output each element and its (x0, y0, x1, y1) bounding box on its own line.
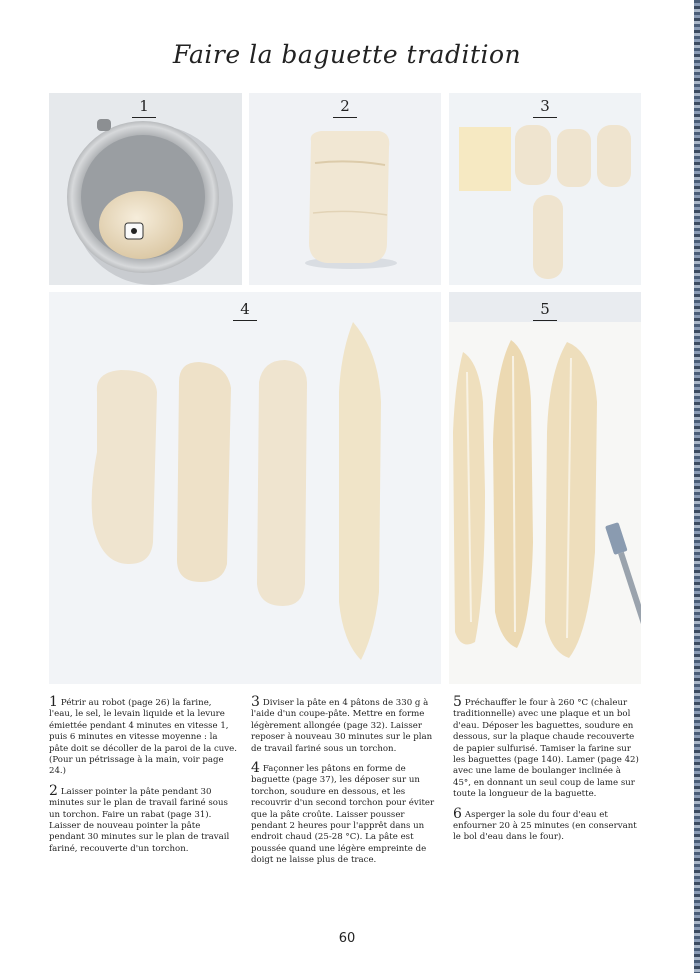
page-edge-strip (694, 0, 700, 973)
folded-dough-image (249, 93, 441, 285)
instructions-column-3 (453, 694, 641, 852)
scored-baguettes-image (449, 292, 641, 684)
photo-step-4 (49, 292, 441, 684)
step-2-number: 2 (49, 782, 58, 799)
photo-step-3 (449, 93, 641, 285)
photo-step-5 (449, 292, 641, 684)
step-3-text: Diviser la pâte en 4 pâtons de 330 g à l'aide d'un coupe-pâte. Mettre en forme légèrement allongée (page 32). Laisser reposer à nouveau 30 minutes sur le plan de travail fariné sous un torchon. (251, 698, 433, 754)
step-label-2: 2 (333, 97, 357, 115)
step-3-paragraph (251, 694, 439, 755)
step-6-paragraph (453, 805, 641, 844)
instructions-column-2 (251, 694, 439, 875)
divided-dough-image (449, 93, 641, 285)
step-4-text: Façonner les pâtons en forme de baguette (page 37), les déposer sur un torchon, soudure en dessous, et les recouvrir d'un second torchon pour éviter que la pâte croûte. Laisser pousser pendant 2 heures pour l'apprêt dans un endroit chaud (25-28 °C). La pâte est poussée quand une légère empreinte de doigt ne laisse plus de trace. (251, 764, 435, 866)
step-label-1: 1 (132, 97, 156, 115)
step-label-5: 5 (533, 300, 557, 318)
photo-step-1 (49, 93, 242, 285)
step-6-text: Asperger la sole du four d'eau et enfourner 20 à 25 minutes (en conservant le bol d'eau dans le four). (453, 809, 637, 843)
step-1-paragraph (49, 694, 237, 778)
page-number: 60 (338, 931, 356, 946)
page-title: Faire la baguette tradition (172, 40, 522, 69)
shaping-baguettes-image (49, 292, 441, 684)
step-2-text: Laisser pointer la pâte pendant 30 minutes sur le plan de travail fariné sous un torchon. Faire un rabat (page 31). Laisser de nouveau pointer la pâte pendant 30 minutes sur le plan de travail fariné, recouverte d'un torchon. (49, 786, 230, 854)
photo-step-2 (249, 93, 441, 285)
step-5-paragraph (453, 694, 641, 801)
step-label-4: 4 (233, 300, 257, 318)
step-2-paragraph (49, 782, 237, 855)
bowl-with-dough-image (49, 93, 242, 285)
step-4-paragraph (251, 760, 439, 867)
step-5-text: Préchauffer le four à 260 °C (chaleur traditionnelle) avec une plaque et un bol d'eau. Déposer les baguettes, soudure en dessous, sur la plaque chaude recouverte de papier sulfurisé. Tamiser la farine sur les baguettes (page 140). Lamer (page 42) avec une lame de boulanger inclinée à 45°, en donnant un seul coup de lame sur toute la longueur de la baguette. (453, 698, 639, 800)
step-1-number: 1 (49, 694, 58, 710)
step-3-number: 3 (251, 694, 260, 710)
step-4-number: 4 (251, 760, 260, 777)
step-6-number: 6 (453, 805, 462, 822)
step-1-text: Pétrir au robot (page 26) la farine, l'eau, le sel, le levain liquide et la levure émiettée pendant 4 minutes en vitesse 1, puis 6 minutes en vitesse moyenne : la pâte doit se décoller de la paroi de la cuve. (Pour un pétrissage à la main, voir page 24.) (49, 698, 237, 777)
instructions-column-1 (49, 694, 237, 863)
step-label-3: 3 (533, 97, 557, 115)
step-5-number: 5 (453, 694, 462, 710)
